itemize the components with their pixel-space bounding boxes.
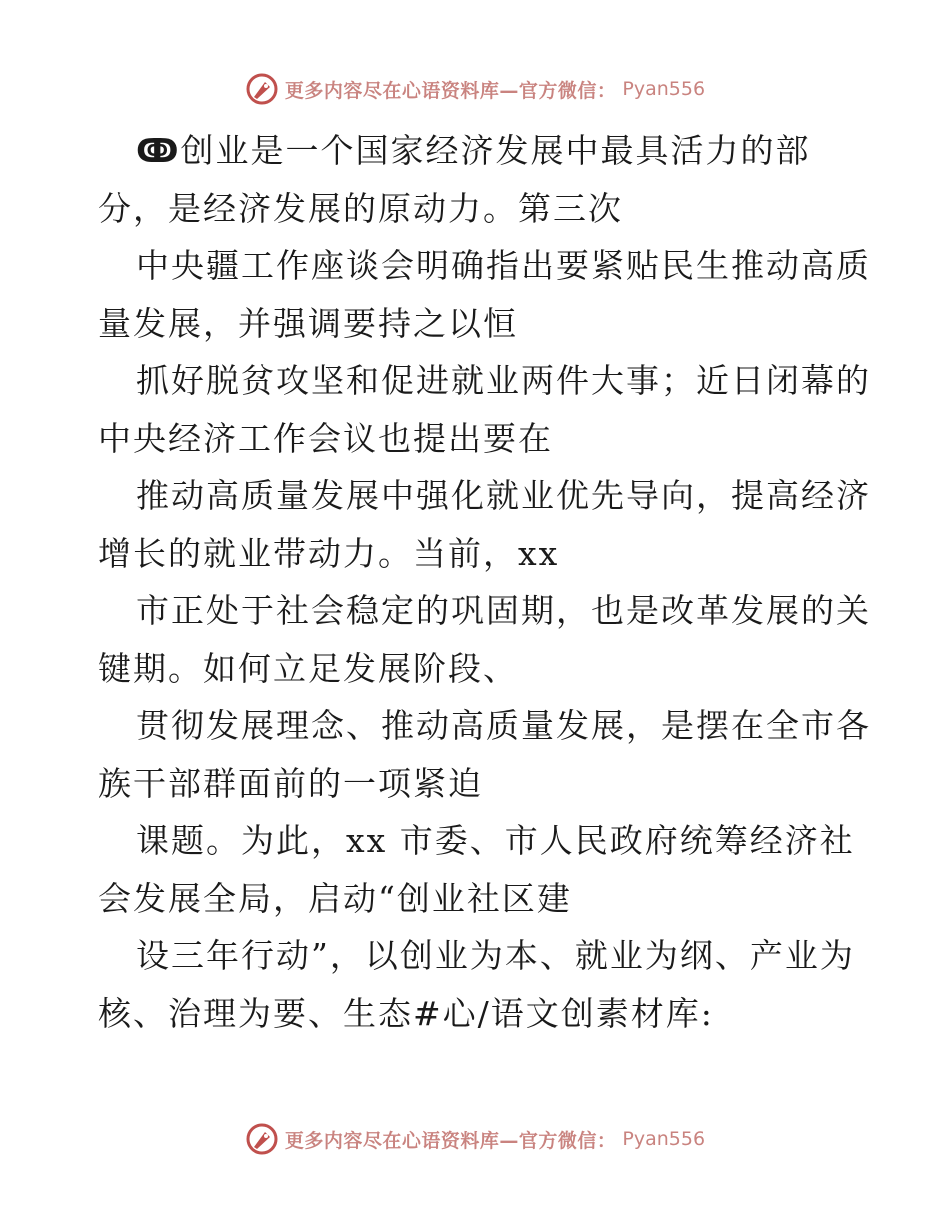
paragraph-line: 增长的就业带动力。当前，xx (98, 533, 560, 573)
paragraph-line: 中央疆工作座谈会明确指出要紧贴民生推动高质 (136, 246, 871, 285)
paragraph-line: ↂ创业是一个国家经济发展中最具活力的部 (136, 131, 811, 170)
paragraph-line: 族干部群面前的一项紧迫 (98, 763, 483, 803)
paragraph-line: 抓好脱贫攻坚和促进就业两件大事；近日闭幕的 (136, 361, 871, 400)
footer-watermark-contact: Pyan556 (622, 1128, 706, 1150)
document-body (98, 122, 871, 1042)
paragraph-line: 中央经济工作会议也提出要在 (98, 418, 553, 458)
paragraph-line: 键期。如何立足发展阶段、 (98, 648, 518, 688)
header-watermark-text: 更多内容尽在心语资料库—官方微信： (284, 79, 617, 102)
paragraph-line: 会发展全局，启动“创业社区建 (98, 878, 572, 918)
paragraph-line: 市正处于社会稳定的巩固期，也是改革发展的关 (136, 591, 871, 630)
paragraph-line: 分，是经济发展的原动力。第三次 (98, 188, 623, 228)
paragraph-line: 推动高质量发展中强化就业优先导向，提高经济 (136, 476, 871, 515)
paragraph-line: 贯彻发展理念、推动高质量发展，是摆在全市各 (136, 706, 871, 745)
pen-nib-logo-icon (245, 1122, 279, 1156)
paragraph-line: 设三年行动”，以创业为本、就业为纲、产业为 (136, 936, 855, 975)
header-watermark-contact: Pyan556 (622, 78, 706, 100)
paragraph-line: 量发展，并强调要持之以恒 (98, 303, 518, 343)
decorative-swash-icon: ↂ (136, 131, 181, 170)
footer-watermark-text: 更多内容尽在心语资料库—官方微信： (284, 1129, 617, 1152)
paragraph-line: 课题。为此，xx 市委、市人民政府统筹经济社 (136, 821, 855, 860)
pen-nib-logo-icon (245, 72, 279, 106)
paragraph-line: 核、治理为要、生态#心/语文创素材库: (98, 993, 714, 1033)
header-watermark (0, 72, 950, 106)
footer-watermark (0, 1122, 950, 1156)
